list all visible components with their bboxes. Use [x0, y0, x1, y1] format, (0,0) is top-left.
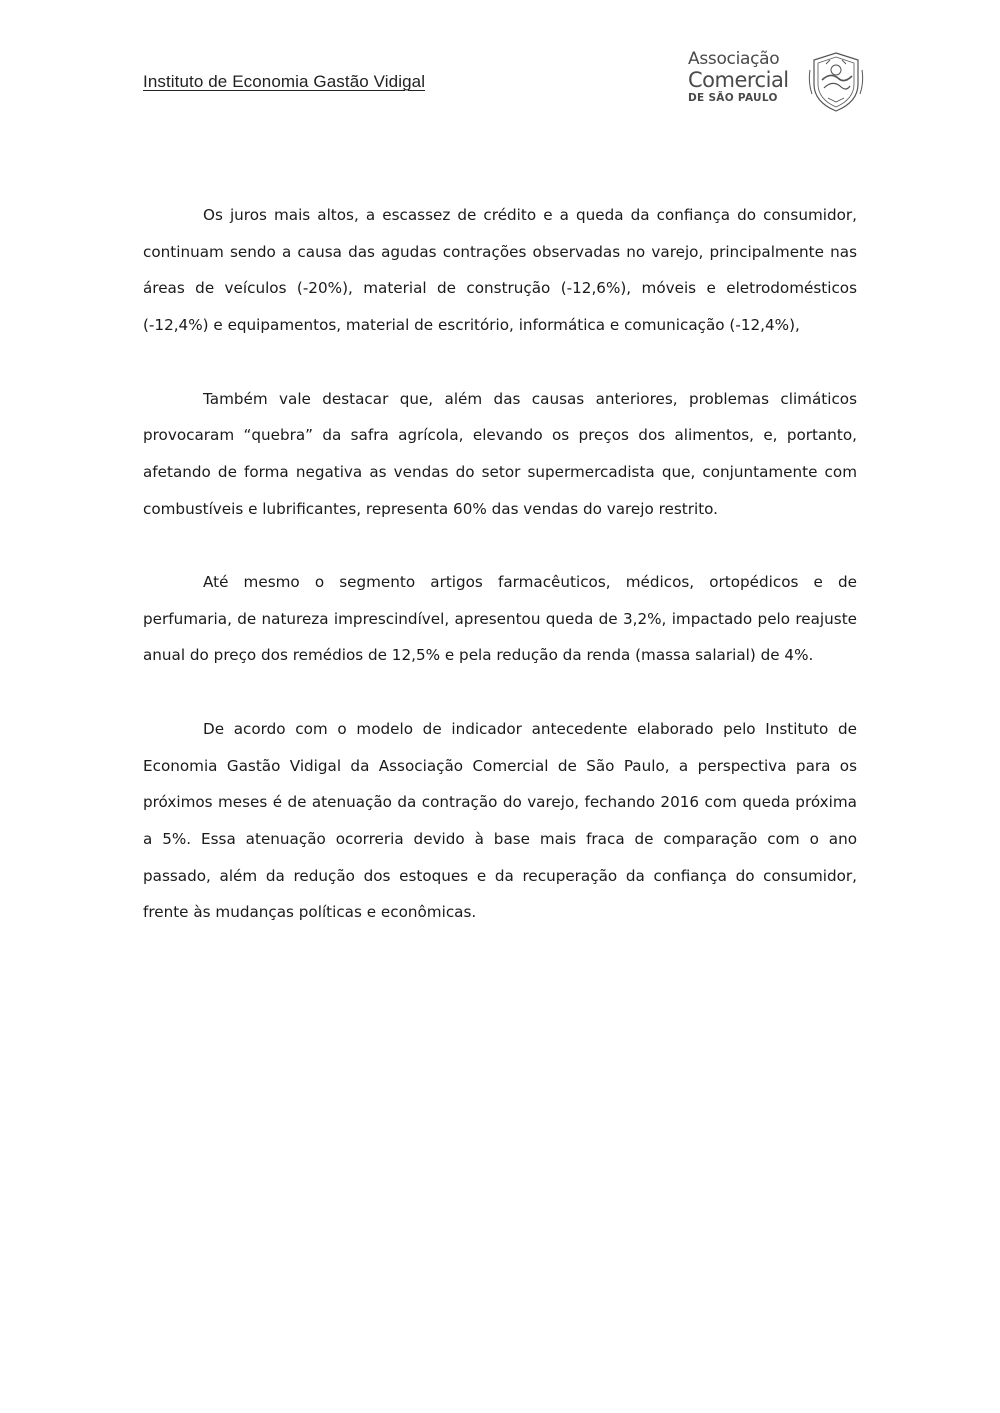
paragraph-juros: Os juros mais altos, a escassez de crédito e a queda da confiança do consumidor, continuam sendo a causa das agudas contrações observadas no varejo, principalmente nas áreas de veículos (-20%), material de construção (-12,6%), móveis e eletrodomésticos (-12,4%) e equipamentos, material de escritório, informática e comunicação (-12,4%),	[143, 206, 857, 335]
logo-line-comercial: Comercial	[688, 68, 789, 92]
paragraph-perspectiva: De acordo com o modelo de indicador antecedente elaborado pelo Instituto de Economia Gastão Vidigal da Associação Comercial de São Paulo, a perspectiva para os próximos meses é de atenuação da contração do varejo, fechando 2016 com queda próxima a 5%. Essa atenuação ocorreria devido à base mais fraca de comparação com o ano passado, além da redução dos estoques e da recuperação da confiança do consumidor, frente às mudanças políticas e econômicas.	[143, 719, 857, 922]
page-header-title: Instituto de Economia Gastão Vidigal	[143, 72, 426, 91]
paragraph-clima: Também vale destacar que, além das causas anteriores, problemas climáticos provocaram “quebra” da safra agrícola, elevando os preços dos alimentos, e, portanto, afetando de forma negativa as vendas do setor supermercadista que, conjuntamente com combustíveis e lubrificantes, representa 60% das vendas do varejo restrito.	[143, 389, 857, 518]
logo-line-sao-paulo: DE SÃO PAULO	[688, 92, 778, 104]
document-body	[143, 197, 857, 968]
logo-wordmark	[688, 50, 789, 105]
paragraph-farmaceuticos: Até mesmo o segmento artigos farmacêuticos, médicos, ortopédicos e de perfumaria, de natureza imprescindível, apresentou queda de 3,2%, impactado pelo reajuste anual do preço dos remédios de 12,5% e pela redução da renda (massa salarial) de 4%.	[143, 573, 857, 665]
logo-line-associacao: Associação	[688, 49, 780, 69]
association-seal-icon	[808, 50, 864, 114]
association-logo	[688, 50, 868, 116]
